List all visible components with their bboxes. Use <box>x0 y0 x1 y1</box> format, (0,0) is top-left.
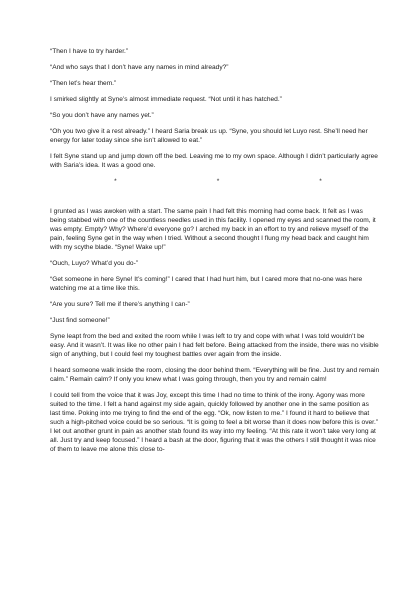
paragraph: I heard someone walk inside the room, closing the door behind them. “Everything will be fine. Just try and remain calm.” Remain calm? If only you knew what I was going through, then you try and remain calm! <box>50 367 380 383</box>
paragraph: “So you don’t have any names yet.” <box>50 112 154 119</box>
paragraph: I could tell from the voice that it was Joy, except this time I had no time to think of the irony. Agony was more suited to the time. I felt a hand against my side again, quickly followed by another one in the same position as last time. Poking into me trying to find the end of the egg. “Ok, now listen to me.” I found it hard to believe that such a high-pitched voice could be so serious. “It is going to feel a bit worse than it does now before this is over.” I let out another grunt in pain as another stab found its way into my feeling. “At this rate it won’t take very long at all. Just try and keep focused.” I heard a bash at the door, figuring that it was the others I still thought it was nice of them to leave me alone this close to- <box>50 392 379 453</box>
paragraph: I smirked slightly at Syne’s almost immediate request. “Not until it has hatched.” <box>50 96 282 103</box>
scene-break-asterisk: * <box>319 178 322 185</box>
paragraph: “Are you sure? Tell me if there’s anything I can-” <box>50 301 190 308</box>
paragraph: “Get someone in here Syne! It’s coming!” I cared that I had hurt him, but I cared more that no-one was here watching me at a time like this. <box>50 276 363 292</box>
paragraph: “And who says that I don’t have any names in mind already?” <box>50 64 229 71</box>
paragraph: Syne leapt from the bed and exited the room while I was left to try and cope with what I was told wouldn’t be easy. And it wasn’t. It was like no other pain I had felt before. Being attacked from the inside, there was no visible sign of anything, but I could feel my toughest battles over again from the inside. <box>50 333 379 358</box>
paragraph: I grunted as I was awoken with a start. The same pain I had felt this morning had come back. It felt as I was being stabbed with one of the countless needles used in this facility. I opened my eyes and scanned the room, it was empty. Empty? Why? Where’d everyone go? I arched my back in an effort to try and relieve myself of the pain, feeling Syne get in the way when I tried. Without a second thought I flung my head back and caught him with my scythe blade. “Syne! Wake up!” <box>50 208 376 251</box>
paragraph: “Then let’s hear them.” <box>50 80 117 87</box>
scene-break-asterisk: * <box>216 178 220 185</box>
paragraph: “Oh you two give it a rest already.” I heard Saria break us up. “Syne, you should let Luyo rest. She’ll need her energy for later today since she isn’t allowed to eat.” <box>50 128 368 144</box>
scene-break <box>50 177 380 186</box>
paragraph: “Then I have to try harder.” <box>50 48 129 55</box>
paragraph: “Just find someone!” <box>50 317 110 324</box>
paragraph: I felt Syne stand up and jump down off the bed. Leaving me to my own space. Although I didn’t particularly agree with Saria’s idea. It was a good one. <box>50 153 378 169</box>
scene-break-asterisk: * <box>114 178 117 185</box>
paragraph: “Ouch, Luyo? What’d you do-” <box>50 260 138 267</box>
document-body <box>50 47 380 461</box>
